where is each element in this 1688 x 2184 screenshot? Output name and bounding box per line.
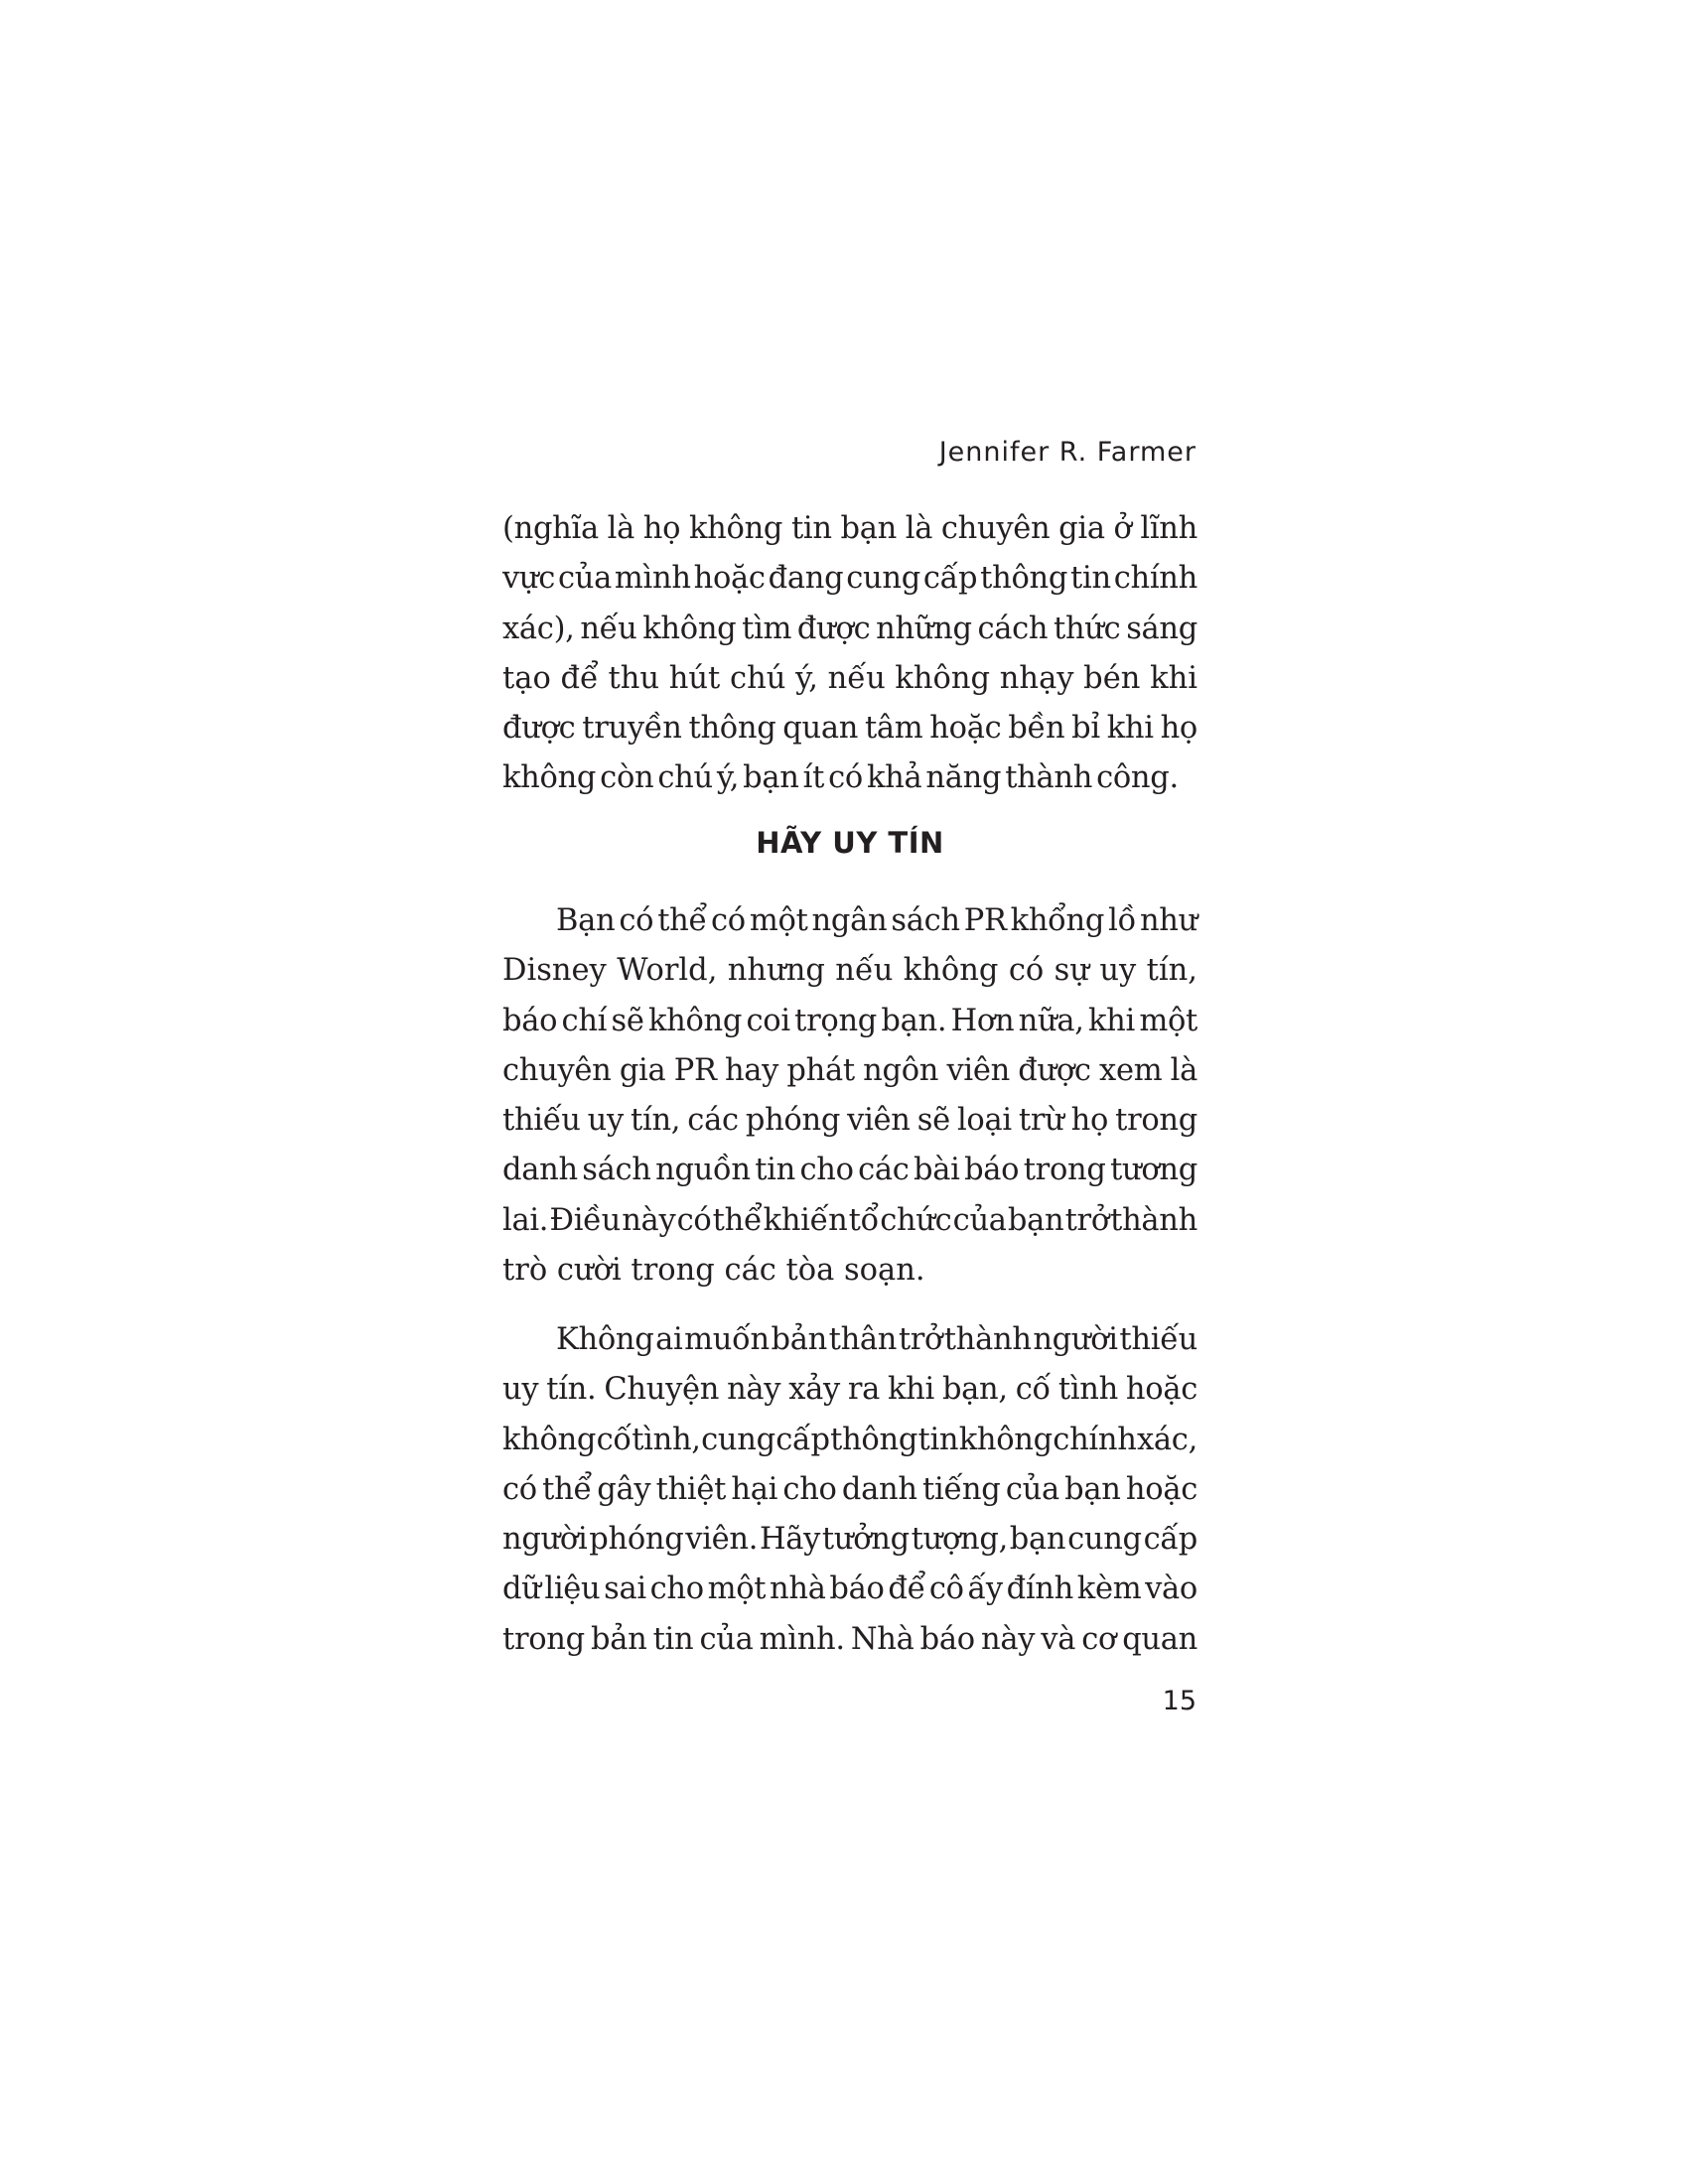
text-line: chuyên gia PR hay phát ngôn viên được xem là	[502, 1052, 1197, 1088]
text-line: uy tín. Chuyện này xảy ra khi bạn, cố tình hoặc	[502, 1372, 1197, 1408]
text-line: danh sách nguồn tin cho các bài báo trong tương	[502, 1153, 1197, 1188]
page-number: 15	[1162, 1686, 1196, 1716]
text-line: có thể gây thiệt hại cho danh tiếng của bạn hoặc	[502, 1471, 1197, 1507]
text-line: Bạn có thể có một ngân sách PR khổng lồ như	[556, 903, 1197, 938]
paragraph-continued	[502, 504, 1197, 804]
text-line: tạo để thu hút chú ý, nếu không nhạy bén khi	[502, 660, 1197, 696]
text-line: không còn chú ý, bạn ít có khả năng thành công.	[502, 760, 1179, 796]
text-line: Disney World, nhưng nếu không có sự uy tín,	[502, 953, 1197, 989]
running-header-author: Jennifer R. Farmer	[938, 437, 1196, 468]
section-heading: HÃY UY TÍN	[756, 826, 944, 860]
text-line: (nghĩa là họ không tin bạn là chuyên gia ở lĩnh	[502, 511, 1197, 546]
text-line: vực của mình hoặc đang cung cấp thông tin chính	[502, 561, 1197, 597]
paragraph-2	[502, 896, 1197, 1296]
text-line: trong bản tin của mình. Nhà báo này và cơ quan	[502, 1621, 1197, 1657]
text-line: Không ai muốn bản thân trở thành người thiếu	[556, 1322, 1197, 1357]
text-line: lai. Điều này có thể khiến tổ chức của bạn trở thành	[502, 1202, 1197, 1238]
text-line: dữ liệu sai cho một nhà báo để cô ấy đính kèm vào	[502, 1571, 1197, 1607]
text-line: báo chí sẽ không coi trọng bạn. Hơn nữa, khi một	[502, 1003, 1197, 1038]
paragraph-3	[502, 1315, 1197, 1665]
text-line: xác), nếu không tìm được những cách thức sáng	[502, 611, 1197, 646]
text-line: người phóng viên. Hãy tưởng tượng, bạn cung cấp	[502, 1522, 1197, 1558]
text-line: không cố tình, cung cấp thông tin không chính xác,	[502, 1422, 1197, 1457]
text-line: trò cười trong các tòa soạn.	[502, 1253, 925, 1289]
text-line: thiếu uy tín, các phóng viên sẽ loại trừ họ trong	[502, 1103, 1197, 1139]
text-line: được truyền thông quan tâm hoặc bền bỉ khi họ	[502, 711, 1197, 747]
